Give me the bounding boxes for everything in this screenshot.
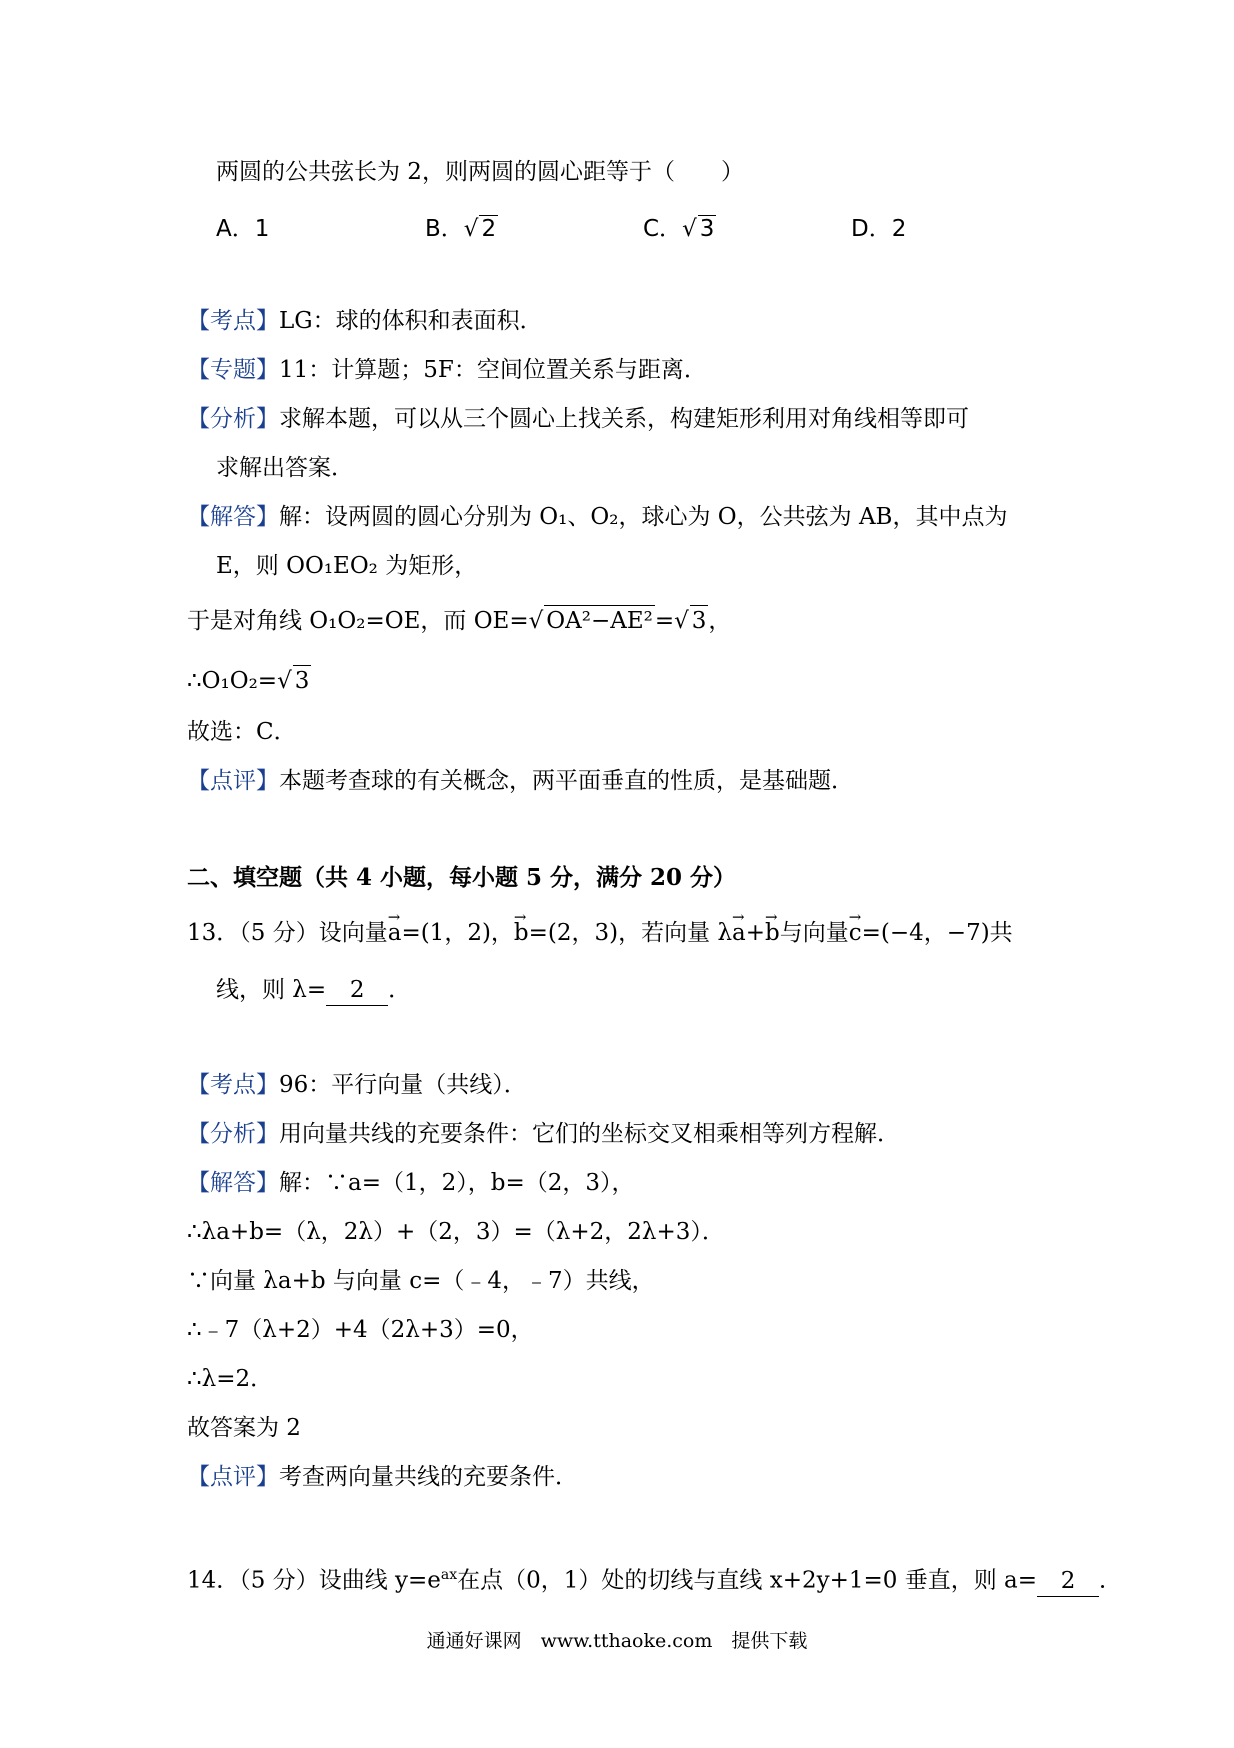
kaodian-text: LG：球的体积和表面积． <box>279 308 543 334</box>
p14-post: 在点（0，1）处的切线与直线 x+2y+1=0 垂直，则 a= <box>457 1567 1038 1594</box>
jieda-12-line4 <box>187 665 311 696</box>
sqrt-icon: √ <box>682 216 697 242</box>
dianping-12 <box>187 766 854 796</box>
jieda-text-1: 解：设两圆的圆心分别为 O₁、O₂，球心为 O，公共弦为 AB，其中点为 <box>279 504 1008 530</box>
answer-blank-14: 2 <box>1037 1566 1099 1597</box>
answer-blank-13: 2 <box>326 975 388 1006</box>
option-d: D．2 <box>851 216 907 242</box>
p13-line2-pre: 线，则 λ= <box>216 977 327 1003</box>
section-2-title: 二、填空题（共 4 小题，每小题 5 分，满分 20 分） <box>187 864 737 891</box>
p14-pre: 14．（5 分）设曲线 y=e <box>187 1567 441 1594</box>
jieda-3-radicand2: 3 <box>690 605 709 636</box>
zhuanti-tag: 【专题】 <box>187 357 279 383</box>
problem-13-line2 <box>216 975 411 1006</box>
sqrt-icon: √ <box>528 608 544 634</box>
jieda-3-end: ， <box>708 608 732 634</box>
p13-plus: + <box>745 920 766 946</box>
option-b-radicand: 2 <box>481 216 497 242</box>
sqrt-icon: √ <box>674 608 689 634</box>
sqrt-icon: √ <box>463 216 479 242</box>
vector-b-2: → b <box>765 918 780 948</box>
option-c-radicand: 3 <box>699 216 715 242</box>
jieda-4-radicand: 3 <box>293 665 312 696</box>
fenxi-tag: 【分析】 <box>187 406 279 432</box>
jieda-13-line3: ∵向量 λa+b 与向量 c=（﹣4，﹣7）共线， <box>187 1268 655 1294</box>
option-a: A．1 <box>216 216 270 242</box>
p13-a-val: =(1，2)， <box>401 920 514 946</box>
option-b-label: B． <box>425 216 464 242</box>
jieda-12-line2: E，则 OO₁EO₂ 为矩形， <box>216 553 478 579</box>
kaodian-12 <box>187 306 543 336</box>
jieda-12-line3 <box>187 605 731 636</box>
jieda-tag: 【解答】 <box>187 504 279 530</box>
vector-a-2: → a <box>732 918 746 948</box>
vector-b: → b <box>514 918 529 948</box>
kaodian-13 <box>187 1070 527 1100</box>
zhuanti-12 <box>187 355 707 385</box>
p13-c-val: =(−4，−7)共 <box>861 920 1013 946</box>
jieda-12-line5: 故选：C． <box>187 719 297 745</box>
dianping-text: 考查两向量共线的充要条件． <box>279 1464 578 1490</box>
fenxi-12 <box>187 404 969 434</box>
vector-c: → c <box>849 918 862 948</box>
p13-with: 与向量 <box>779 920 849 946</box>
sqrt-icon: √ <box>277 668 292 694</box>
jieda-tag: 【解答】 <box>187 1170 279 1196</box>
dianping-13 <box>187 1462 578 1492</box>
jieda-13-line2: ∴λa+b=（λ，2λ）+（2，3）=（λ+2，2λ+3）． <box>187 1219 725 1245</box>
option-c-label: C． <box>643 216 683 242</box>
dianping-tag: 【点评】 <box>187 768 279 794</box>
p13-line2-end: ． <box>388 977 412 1003</box>
jieda-13 <box>187 1168 635 1198</box>
problem-12-stem: 两圆的公共弦长为 2，则两圆的圆心距等于（ ） <box>216 159 744 185</box>
fenxi-13 <box>187 1119 900 1149</box>
zhuanti-text: 11：计算题；5F：空间位置关系与距离． <box>279 357 707 383</box>
problem-13-stem <box>187 918 1013 948</box>
problem-14-stem <box>187 1560 1122 1597</box>
jieda-3-radicand: OA²−AE² <box>544 605 655 636</box>
jieda-4-pre: ∴O₁O₂= <box>187 668 278 694</box>
option-c <box>643 210 716 243</box>
jieda-13-line4: ∴﹣7（λ+2）+4（2λ+3）=0， <box>187 1317 534 1343</box>
p13-b-val: =(2，3)，若向量 λ <box>528 920 733 946</box>
dianping-text: 本题考查球的有关概念，两平面垂直的性质，是基础题． <box>279 768 854 794</box>
kaodian-tag: 【考点】 <box>187 1072 279 1098</box>
fenxi-12-cont: 求解出答案． <box>216 455 354 481</box>
jieda-text-1: 解：∵a=（1，2），b=（2，3）， <box>279 1170 635 1196</box>
jieda-13-line5: ∴λ=2． <box>187 1366 274 1392</box>
option-b <box>425 210 498 243</box>
page-footer: 通通好课网 www.tthaoke.com 提供下载 <box>426 1630 808 1652</box>
jieda-3-eq: = <box>654 608 675 634</box>
p13-pre: 13．（5 分）设向量 <box>187 920 388 946</box>
kaodian-text: 96：平行向量（共线）． <box>279 1072 527 1098</box>
p14-exponent: ax <box>440 1567 458 1583</box>
fenxi-tag: 【分析】 <box>187 1121 279 1147</box>
fenxi-text: 用向量共线的充要条件：它们的坐标交叉相乘相等列方程解． <box>279 1121 900 1147</box>
kaodian-tag: 【考点】 <box>187 308 279 334</box>
jieda-12 <box>187 502 1007 532</box>
fenxi-text-1: 求解本题，可以从三个圆心上找关系，构建矩形利用对角线相等即可 <box>279 406 969 432</box>
dianping-tag: 【点评】 <box>187 1464 279 1490</box>
vector-a: → a <box>388 918 402 948</box>
jieda-3-pre: 于是对角线 O₁O₂=OE，而 OE= <box>187 608 529 634</box>
p14-end: ． <box>1099 1567 1123 1594</box>
jieda-13-line6: 故答案为 2 <box>187 1415 301 1441</box>
